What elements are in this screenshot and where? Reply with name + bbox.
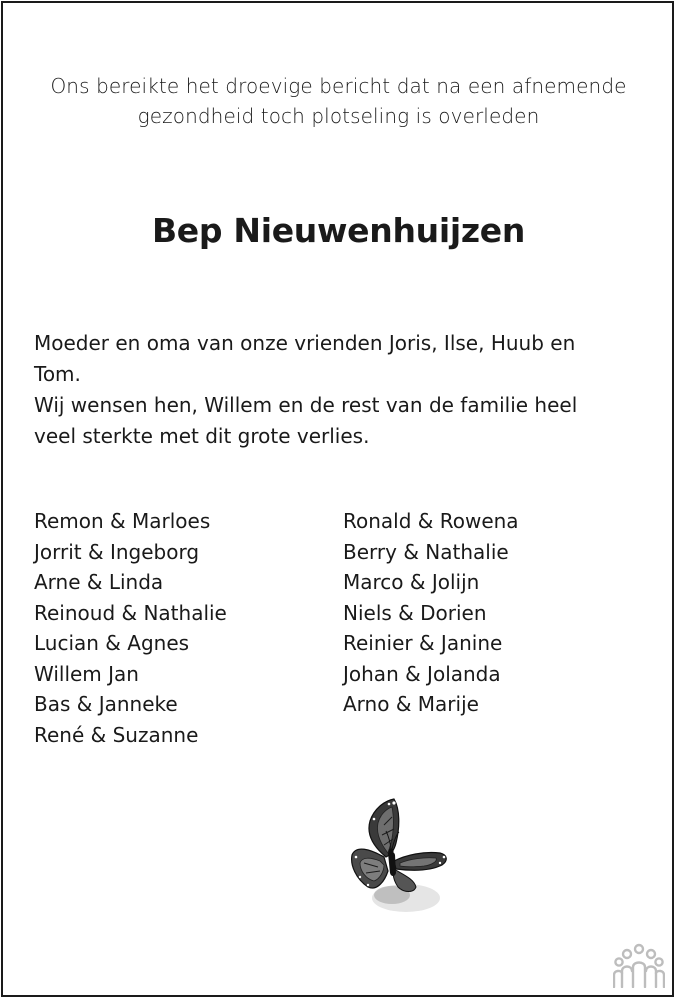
signatory-name: Johan & Jolanda [343, 661, 501, 686]
message-line: Wij wensen hen, Willem en de rest van de familie heel [34, 393, 578, 417]
message-line: Tom. [34, 362, 81, 386]
obituary-border-frame [1, 1, 674, 997]
signatory-name: Remon & Marloes [34, 509, 211, 533]
signatory-name: Ronald & Rowena [343, 509, 519, 533]
butterfly-icon [344, 795, 454, 920]
signatory-name: Marco & Jolijn [343, 570, 480, 594]
intro-text [0, 71, 677, 131]
signatories-right-column [343, 506, 519, 720]
message-line: Moeder en oma van onze vrienden Joris, Ilse, Huub en [34, 331, 576, 355]
deceased-name: Bep Nieuwenhuijzen [151, 211, 526, 250]
signatory-name: Willem Jan [34, 661, 139, 686]
signatory-name: Bas & Janneke [34, 692, 178, 716]
signatory-name: Reinier & Janine [343, 631, 503, 655]
signatory-name: Jorrit & Ingeborg [34, 539, 200, 564]
signatories-left-column [34, 506, 227, 750]
signatory-name: Berry & Nathalie [343, 539, 509, 564]
people-group-logo-icon [613, 943, 665, 988]
signatory-name: Arne & Linda [34, 570, 164, 594]
message-line: veel sterkte met dit grote verlies. [34, 424, 370, 448]
signatory-name: Niels & Dorien [343, 600, 487, 625]
signatory-name: Arno & Marije [343, 692, 479, 716]
intro-line: Ons bereikte het droevige bericht dat na een afnemende [50, 74, 627, 98]
signatory-name: Reinoud & Nathalie [34, 600, 227, 625]
condolence-message [34, 328, 634, 452]
intro-line: gezondheid toch plotseling is overleden [137, 104, 540, 128]
signatory-name: Lucian & Agnes [34, 631, 190, 655]
signatory-name: René & Suzanne [34, 722, 199, 747]
